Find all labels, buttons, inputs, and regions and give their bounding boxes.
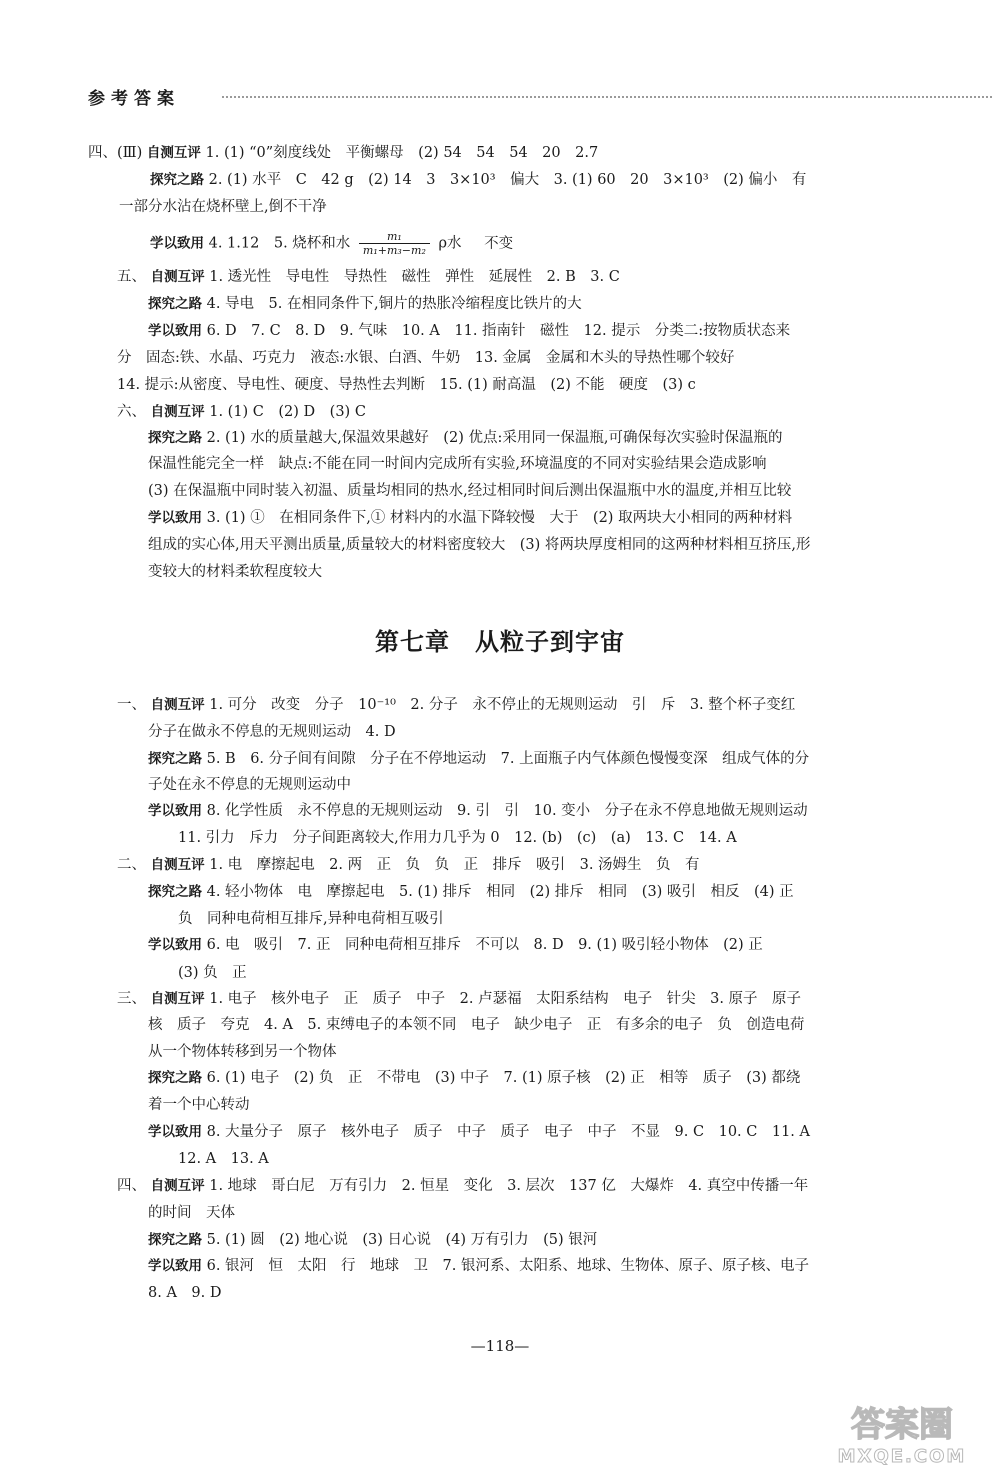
answer-text: 不变 — [484, 235, 514, 252]
watermark-text: 答案圈 — [851, 1405, 953, 1445]
section-label: 自测互评 — [150, 697, 205, 713]
answer-text: 2. (1) 水平 C 42 g (2) 14 3 3×10³ 偏大 3. (1) 60 20 3×10³ (2) 偏小 有 — [208, 172, 807, 188]
answer-text: 2. (1) 水的质量越大,保温效果越好 (2) 优点:采用同一保温瓶,可确保每次实验时保温瓶的 — [206, 430, 783, 446]
section-label: 学以致用 — [148, 510, 202, 526]
section-label: 自测互评 — [146, 145, 201, 161]
c4-line-5 — [148, 1283, 221, 1303]
answer-text: 4. 1.12 5. 烧杯和水 — [208, 235, 351, 252]
answer-text: 8. A 9. D — [148, 1285, 222, 1301]
answer-text: 一部分水沾在烧杯壁上,倒不干净 — [119, 199, 327, 215]
c4-line-3 — [148, 1230, 597, 1250]
watermark-url: MXQE.COM — [837, 1446, 967, 1467]
answer-text: 保温性能完全一样 缺点:不能在同一时间内完成所有实验,环境温度的不同对实验结果会造成影响 — [148, 456, 767, 472]
section-label: 学以致用 — [148, 937, 202, 953]
section-number: 六、 — [117, 404, 146, 420]
s4-line-2 — [150, 170, 806, 190]
s5-line-5 — [117, 375, 696, 395]
section-label: 探究之路 — [148, 1232, 202, 1248]
section-label: 学以致用 — [148, 323, 202, 339]
section-label: 自测互评 — [150, 1178, 205, 1194]
s6-line-1 — [117, 402, 366, 422]
section-number: 五、 — [117, 269, 146, 285]
page-number: —118— — [470, 1337, 530, 1355]
c1-line-5 — [148, 801, 808, 821]
s6-line-7 — [148, 562, 322, 582]
section-label: 自测互评 — [150, 991, 205, 1007]
c1-line-2 — [148, 722, 396, 742]
s5-line-1 — [117, 267, 620, 287]
section-number: 一、 — [117, 697, 146, 713]
answer-text: 1. 透光性 导电性 导热性 磁性 弹性 延展性 2. B 3. C — [209, 269, 620, 285]
chapter-title: 第七章 从粒子到宇宙 — [375, 628, 625, 656]
answer-text: 1. 电 摩擦起电 2. 两 正 负 负 正 排斥 吸引 3. 汤姆生 负 有 — [209, 857, 700, 873]
section-label: 学以致用 — [150, 235, 204, 252]
answer-text: 14. 提示:从密度、导电性、硬度、导热性去判断 15. (1) 耐高温 (2) 不能 硬度 (3) c — [117, 377, 696, 393]
c3-line-7 — [178, 1149, 269, 1169]
section-number: 四、(Ⅲ) — [88, 145, 143, 161]
c4-line-2 — [148, 1203, 235, 1223]
density-fraction — [359, 230, 430, 257]
answer-text: 5. B 6. 分子间有间隙 分子在不停地运动 7. 上面瓶子内气体颜色慢慢变深 组成气体的分 — [206, 751, 810, 767]
fraction-denominator: m₁+m₃−m₂ — [359, 243, 430, 257]
answer-text: 的时间 天体 — [148, 1205, 235, 1221]
answer-text: (3) 负 正 — [178, 965, 247, 981]
answer-text: 3. (1) ① 在相同条件下,① 材料内的水温下降较慢 大于 (2) 取两块大小相同的两种材料 — [206, 510, 793, 526]
section-label: 探究之路 — [148, 884, 202, 900]
c1-line-3 — [148, 749, 809, 769]
answer-text: 组成的实心体,用天平测出质量,质量较大的材料密度较大 (3) 将两块厚度相同的这两种材料相互挤压,形 — [148, 537, 811, 553]
answer-text: 核 质子 夸克 4. A 5. 束缚电子的本领不同 电子 缺少电子 正 有多余的电子 负 创造电荷 — [148, 1017, 805, 1033]
answer-text: 从一个物体转移到另一个物体 — [148, 1044, 337, 1060]
answer-text: 8. 化学性质 永不停息的无规则运动 9. 引 引 10. 变小 分子在永不停息地做无规则运动 — [206, 803, 808, 819]
answer-text: 分 固态:铁、水晶、巧克力 液态:水银、白酒、牛奶 13. 金属 金属和木头的导热性哪个较好 — [117, 350, 735, 366]
watermark-logo — [808, 1398, 996, 1468]
c3-line-3 — [148, 1042, 337, 1062]
c3-line-6 — [148, 1122, 810, 1142]
section-label: 探究之路 — [150, 172, 204, 188]
answer-text: 1. 可分 改变 分子 10⁻¹⁰ 2. 分子 永不停止的无规则运动 引 斥 3. 整个杯子变红 — [209, 697, 796, 713]
c4-line-4 — [148, 1256, 809, 1276]
c2-line-4 — [148, 935, 763, 955]
answer-text: 4. 导电 5. 在相同条件下,铜片的热胀冷缩程度比铁片的大 — [206, 296, 582, 312]
c2-line-3 — [178, 909, 444, 929]
answer-text: 变较大的材料柔软程度较大 — [148, 564, 322, 580]
answer-text: 5. (1) 圆 (2) 地心说 (3) 日心说 (4) 万有引力 (5) 银河 — [206, 1232, 598, 1248]
section-label: 自测互评 — [150, 857, 205, 873]
answer-text: 6. D 7. C 8. D 9. 气味 10. A 11. 指南针 磁性 12. 提示 分类二:按物质状态来 — [206, 323, 791, 339]
fraction-numerator: m₁ — [386, 230, 402, 243]
s6-line-6 — [148, 535, 810, 555]
c1-line-6 — [178, 828, 737, 848]
s6-line-2 — [148, 428, 782, 448]
c2-line-2 — [148, 882, 794, 902]
s5-line-3 — [148, 321, 790, 341]
s5-line-2 — [148, 294, 582, 314]
c3-line-4 — [148, 1068, 800, 1088]
section-label: 学以致用 — [148, 1258, 202, 1274]
header-rule — [222, 96, 992, 98]
s4-line-4 — [150, 230, 513, 257]
section-number: 二、 — [117, 857, 146, 873]
section-label: 自测互评 — [150, 404, 205, 420]
page-header: 参考答案 — [88, 89, 180, 109]
s6-line-5 — [148, 508, 792, 528]
answer-text: 1. 地球 哥白尼 万有引力 2. 恒星 变化 3. 层次 137 亿 大爆炸 4. 真空中传播一年 — [209, 1178, 809, 1194]
section-label: 自测互评 — [150, 269, 205, 285]
c1-line-1 — [117, 695, 795, 715]
c3-line-5 — [148, 1095, 250, 1115]
answer-text: 12. A 13. A — [178, 1151, 269, 1167]
c4-line-1 — [117, 1176, 808, 1196]
c2-line-1 — [117, 855, 700, 875]
answer-text: 6. (1) 电子 (2) 负 正 不带电 (3) 中子 7. (1) 原子核 (2) 正 相等 质子 (3) 都绕 — [206, 1070, 801, 1086]
section-label: 探究之路 — [148, 430, 202, 446]
section-label: 探究之路 — [148, 751, 202, 767]
answer-text: 1. 电子 核外电子 正 质子 中子 2. 卢瑟福 太阳系结构 电子 针尖 3. 原子 原子 — [209, 991, 802, 1007]
answer-text: 6. 银河 恒 太阳 行 地球 卫 7. 银河系、太阳系、地球、生物体、原子、原子核、电子 — [206, 1258, 809, 1274]
answer-text: 4. 轻小物体 电 摩擦起电 5. (1) 排斥 相同 (2) 排斥 相同 (3) 吸引 相反 (4) 正 — [206, 884, 794, 900]
answer-text: 子处在永不停息的无规则运动中 — [148, 777, 351, 793]
section-number: 三、 — [117, 991, 146, 1007]
s6-line-3 — [148, 454, 767, 474]
answer-text: 1. (1) “0”刻度线处 平衡螺母 (2) 54 54 54 20 2.7 — [205, 145, 599, 161]
answer-text: 1. (1) C (2) D (3) C — [209, 404, 366, 420]
answer-text: (3) 在保温瓶中同时装入初温、质量均相同的热水,经过相同时间后测出保温瓶中水的温度,并相互比较 — [148, 483, 792, 499]
s4-line-1 — [88, 143, 598, 163]
c2-line-5 — [178, 963, 247, 983]
section-label: 探究之路 — [148, 1070, 202, 1086]
section-label: 探究之路 — [148, 296, 202, 312]
section-label: 学以致用 — [148, 803, 202, 819]
c3-line-1 — [117, 989, 801, 1009]
answer-text: 负 同种电荷相互排斥,异种电荷相互吸引 — [178, 911, 444, 927]
section-label: 学以致用 — [148, 1124, 202, 1140]
s6-line-4 — [148, 481, 791, 501]
answer-text: 分子在做永不停息的无规则运动 4. D — [148, 724, 396, 740]
s5-line-4 — [117, 348, 734, 368]
s4-line-3 — [119, 197, 327, 217]
answer-text: 6. 电 吸引 7. 正 同种电荷相互排斥 不可以 8. D 9. (1) 吸引轻小物体 (2) 正 — [206, 937, 763, 953]
answer-text: 8. 大量分子 原子 核外电子 质子 中子 质子 电子 中子 不显 9. C 10. C 11. A — [206, 1124, 810, 1140]
answer-text: 着一个中心转动 — [148, 1097, 250, 1113]
c1-line-4 — [148, 775, 351, 795]
c3-line-2 — [148, 1015, 804, 1035]
section-number: 四、 — [117, 1178, 146, 1194]
answer-text: 11. 引力 斥力 分子间距离较大,作用力几乎为 0 12. (b) (c) (a) 13. C 14. A — [178, 830, 737, 846]
fraction-suffix: ρ水 — [438, 235, 462, 252]
